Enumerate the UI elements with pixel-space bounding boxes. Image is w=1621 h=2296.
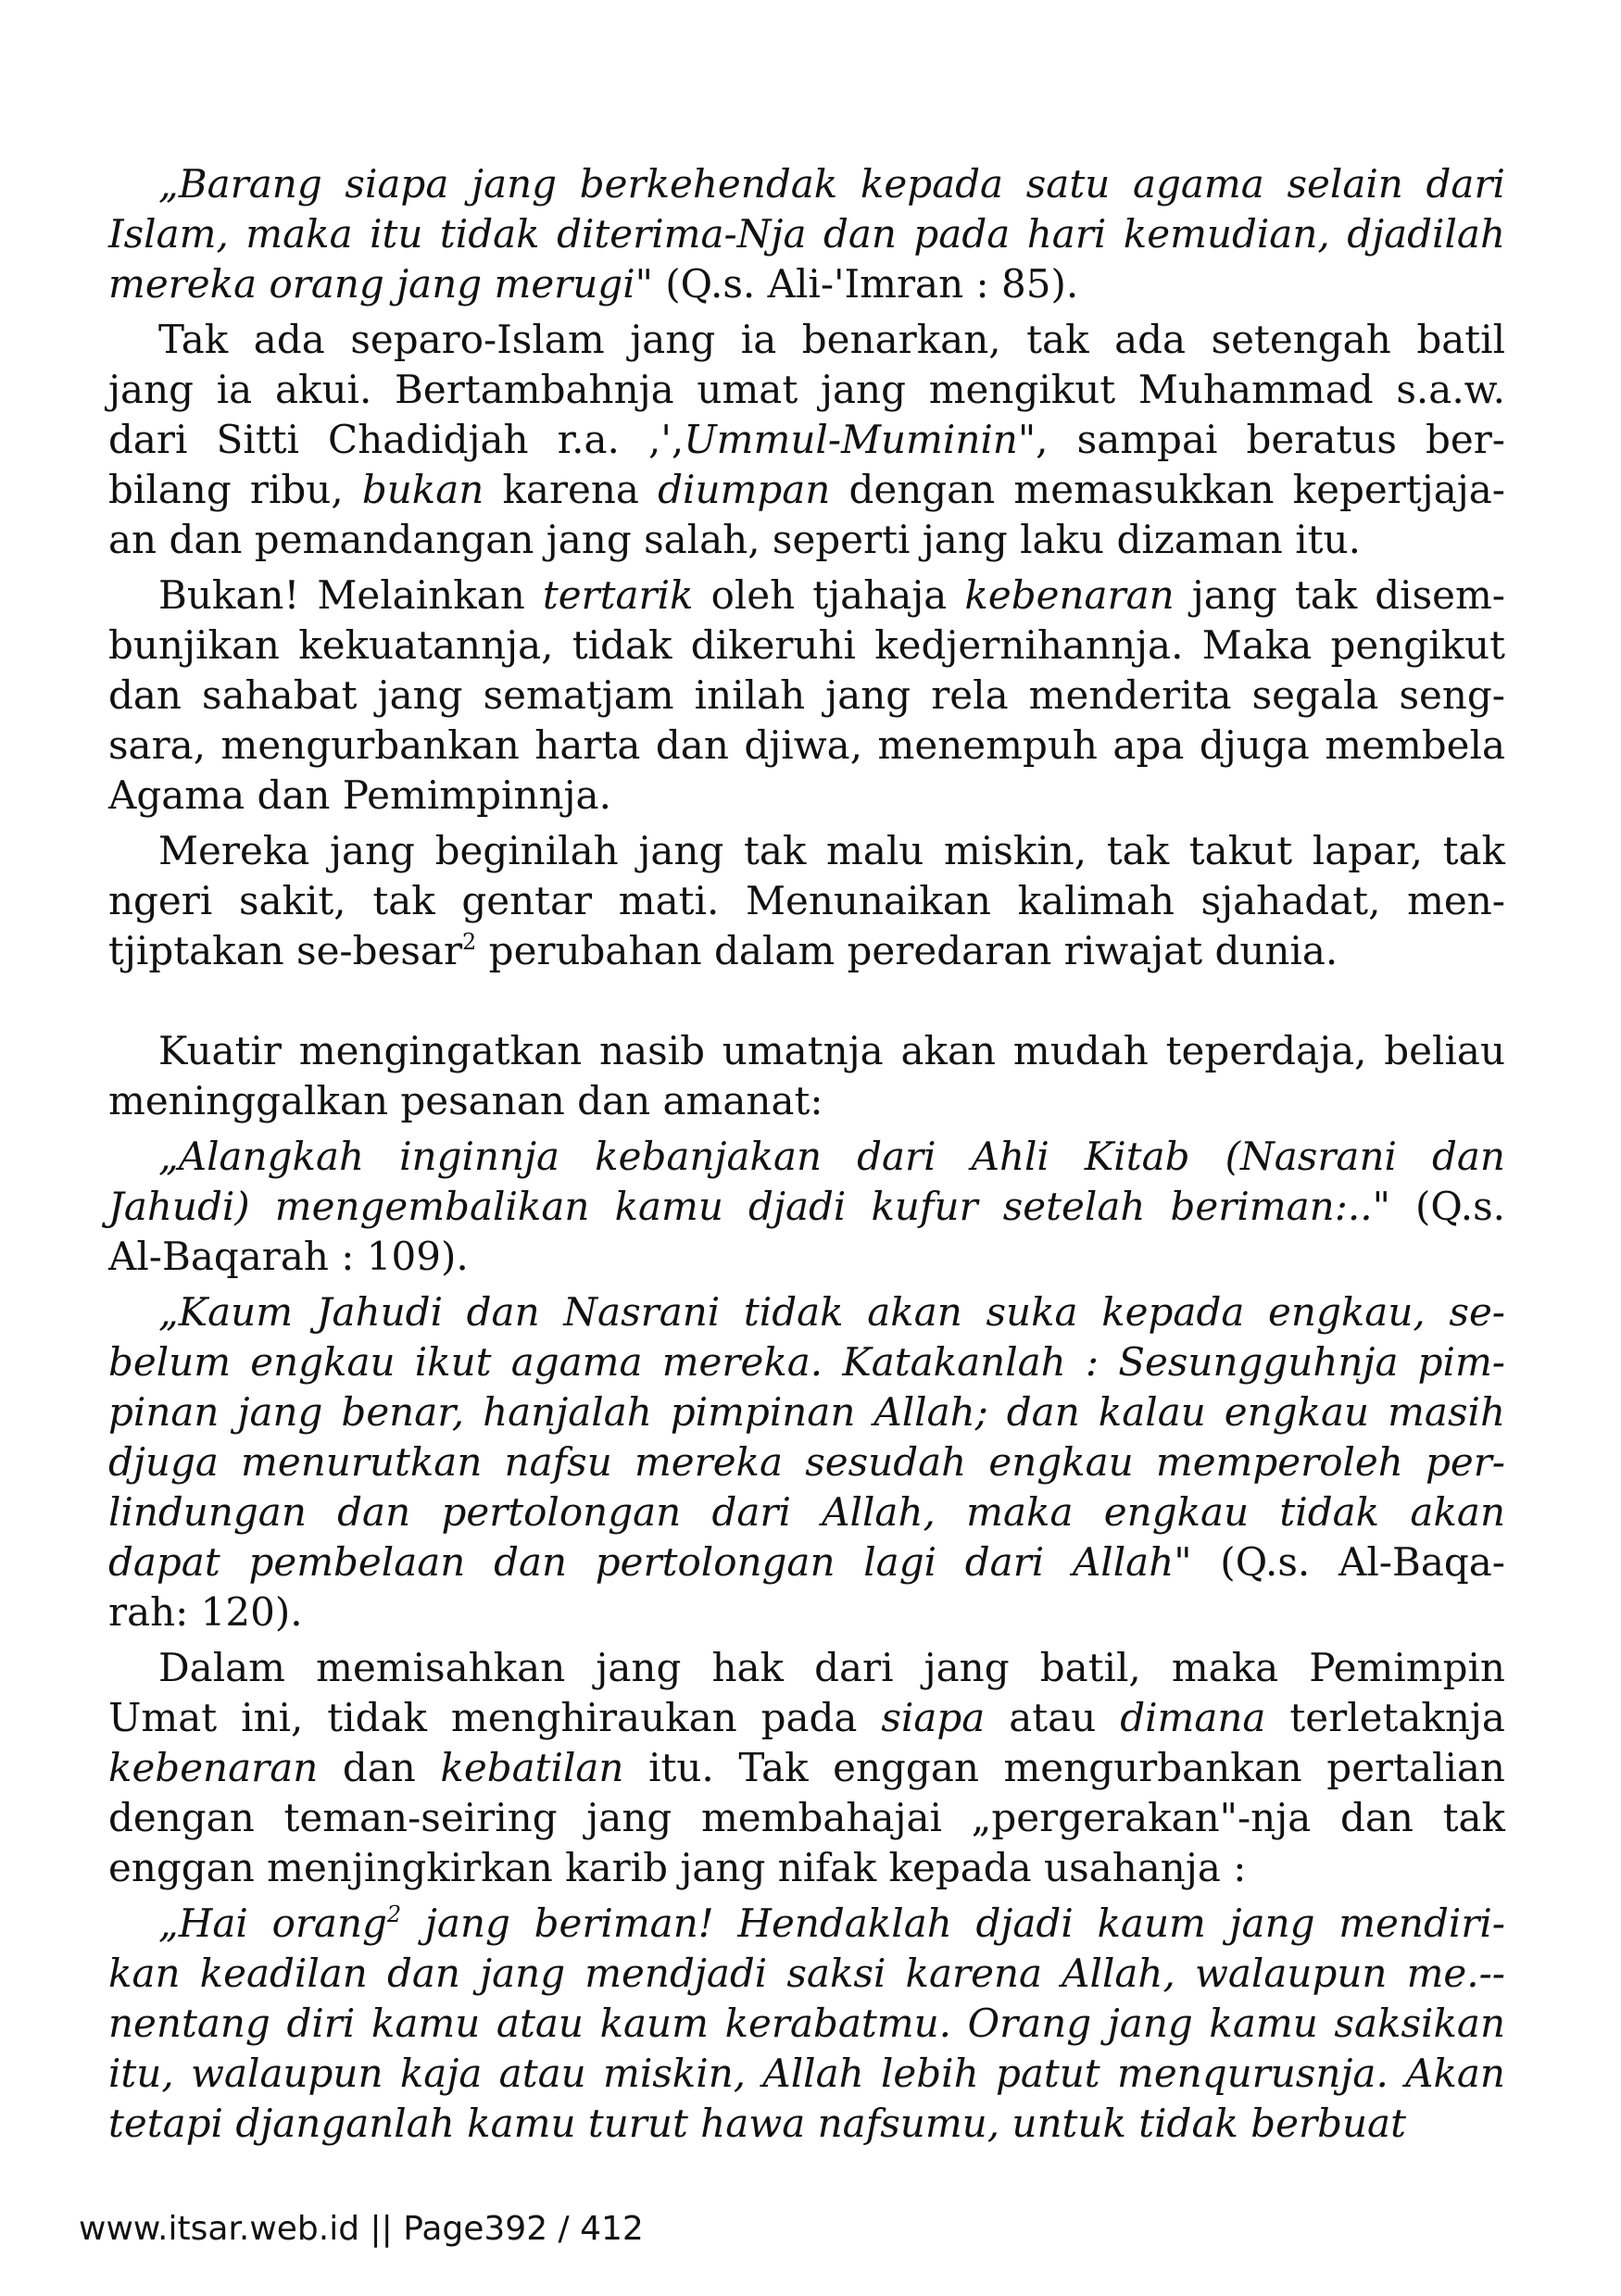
paragraph bbox=[108, 315, 1505, 565]
text-line: itu, walaupun kaja atau miskin, Allah lebih patut menqurusnja. Akan bbox=[108, 2051, 1505, 2096]
text-line: rah: 120). bbox=[108, 1589, 303, 1635]
paragraph bbox=[108, 1899, 1505, 2149]
paragraph bbox=[108, 1026, 1505, 1126]
paragraph bbox=[108, 1132, 1505, 1282]
page-body bbox=[108, 159, 1505, 2149]
text-line: „Hai orang$^2$ jang beriman! Hendaklah djadi kaum jang mendiri- bbox=[158, 1901, 1505, 1946]
text-line: Islam, maka itu tidak diterima-Nja dan pada hari kemudian, djadilah bbox=[108, 211, 1505, 257]
paragraph bbox=[108, 571, 1505, 821]
text-line: enggan menjingkirkan karib jang nifak kepada usahanja : bbox=[108, 1845, 1247, 1890]
text-line: Umat ini, tidak menghiraukan pada siapa atau dimana terletaknja bbox=[108, 1695, 1505, 1740]
text-line: Kuatir mengingatkan nasib umatnja akan mudah teperdaja, beliau bbox=[158, 1028, 1505, 1073]
text-line: kebenaran dan kebatilan itu. Tak enggan mengurbankan pertalian bbox=[108, 1745, 1505, 1790]
text-line: dengan teman-seiring jang membahajai „pergerakan"-nja dan tak bbox=[108, 1795, 1505, 1840]
text-line: tjiptakan se-besar$^2$ perubahan dalam peredaran riwajat dunia. bbox=[108, 928, 1338, 973]
text-line: djuga menurutkan nafsu mereka sesudah engkau memperoleh per- bbox=[108, 1439, 1505, 1485]
paragraph-spacer bbox=[108, 976, 1505, 1026]
text-line: bilang ribu, bukan karena diumpan dengan memasukkan kepertjaja- bbox=[108, 467, 1505, 512]
text-line: dan sahabat jang sematjam inilah jang rela menderita segala seng- bbox=[108, 672, 1505, 718]
text-line: lindungan dan pertolongan dari Allah, maka engkau tidak akan bbox=[108, 1489, 1505, 1535]
text-line: ngeri sakit, tak gentar mati. Menunaikan kalimah sjahadat, men- bbox=[108, 878, 1505, 923]
text-line: Dalam memisahkan jang hak dari jang batil, maka Pemimpin bbox=[158, 1645, 1505, 1690]
text-line: „Barang siapa jang berkehendak kepada satu agama selain dari bbox=[158, 161, 1505, 207]
text-line: Tak ada separo-Islam jang ia benarkan, tak ada setengah batil bbox=[158, 317, 1505, 362]
text-line: dari Sitti Chadidjah r.a. ,',Ummul-Muminin", sampai beratus ber- bbox=[108, 417, 1505, 462]
text-line: jang ia akui. Bertambahnja umat jang mengikut Muhammad s.a.w. bbox=[108, 367, 1505, 412]
text-line: tetapi djanganlah kamu turut hawa nafsumu, untuk tidak berbuat bbox=[108, 2101, 1406, 2146]
text-line: Mereka jang beginilah jang tak malu miskin, tak takut lapar, tak bbox=[158, 828, 1505, 873]
text-line: pinan jang benar, hanjalah pimpinan Allah; dan kalau engkau masih bbox=[108, 1389, 1505, 1435]
text-line: nentang diri kamu atau kaum kerabatmu. Orang jang kamu saksikan bbox=[108, 2001, 1505, 2046]
text-line: Agama dan Pemimpinnja. bbox=[108, 772, 611, 818]
text-line: mereka orang jang merugi" (Q.s. Ali-'Imran : 85). bbox=[108, 261, 1079, 307]
text-line: belum engkau ikut agama mereka. Katakanlah : Sesungguhnja pim- bbox=[108, 1339, 1505, 1385]
paragraph bbox=[108, 1287, 1505, 1637]
paragraph bbox=[108, 159, 1505, 309]
text-line: Jahudi) mengembalikan kamu djadi kufur setelah beriman:.." (Q.s. bbox=[108, 1184, 1506, 1229]
text-line: Bukan! Melainkan tertarik oleh tjahaja kebenaran jang tak disem- bbox=[158, 572, 1505, 618]
text-line: kan keadilan dan jang mendjadi saksi karena Allah, walaupun me.-- bbox=[108, 1951, 1505, 1996]
page-footer: www.itsar.web.id || Page392 / 412 bbox=[79, 2210, 644, 2248]
text-line: „Kaum Jahudi dan Nasrani tidak akan suka kepada engkau, se- bbox=[158, 1289, 1505, 1335]
text-column bbox=[108, 159, 1505, 2149]
text-line: dapat pembelaan dan pertolongan lagi dari Allah" (Q.s. Al-Baqa- bbox=[108, 1539, 1506, 1585]
paragraph bbox=[108, 826, 1505, 976]
text-line: „Alangkah inginnja kebanjakan dari Ahli Kitab (Nasrani dan bbox=[158, 1134, 1505, 1179]
text-line: Al-Baqarah : 109). bbox=[108, 1234, 469, 1279]
text-line: bunjikan kekuatannja, tidak dikeruhi kedjernihannja. Maka pengikut bbox=[108, 622, 1505, 668]
text-line: meninggalkan pesanan dan amanat: bbox=[108, 1078, 823, 1123]
paragraph bbox=[108, 1643, 1505, 1893]
text-line: sara, mengurbankan harta dan djiwa, menempuh apa djuga membela bbox=[108, 722, 1505, 768]
text-line: an dan pemandangan jang salah, seperti jang laku dizaman itu. bbox=[108, 517, 1361, 562]
